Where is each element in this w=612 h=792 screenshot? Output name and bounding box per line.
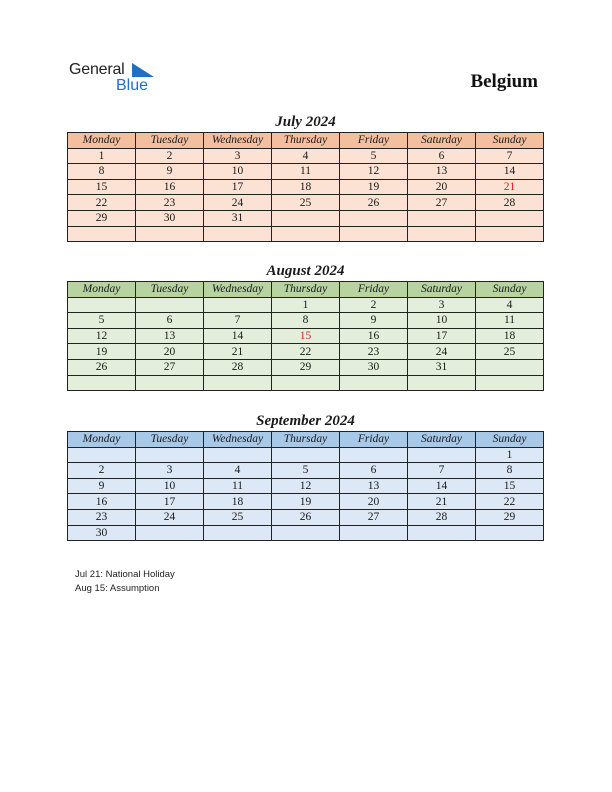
day-cell: 27	[136, 359, 204, 375]
day-cell	[204, 297, 272, 313]
calendar-september	[67, 412, 544, 541]
day-cell	[408, 226, 476, 242]
day-cell: 16	[340, 328, 408, 344]
day-cell: 2	[340, 297, 408, 313]
day-cell: 7	[408, 463, 476, 479]
week-row	[68, 525, 544, 541]
day-cell: 20	[340, 494, 408, 510]
day-cell: 23	[68, 509, 136, 525]
day-cell: 29	[272, 359, 340, 375]
calendar-july	[67, 113, 544, 242]
day-cell	[408, 525, 476, 541]
day-cell: 25	[476, 344, 544, 360]
day-cell: 11	[204, 478, 272, 494]
day-cell: 5	[68, 313, 136, 329]
day-cell: 10	[408, 313, 476, 329]
day-cell: 8	[68, 164, 136, 180]
day-cell: 16	[68, 494, 136, 510]
weekday-header: Friday	[340, 282, 408, 298]
day-cell: 20	[408, 179, 476, 195]
weekday-header: Thursday	[272, 282, 340, 298]
day-cell: 14	[408, 478, 476, 494]
day-cell: 13	[408, 164, 476, 180]
week-row	[68, 164, 544, 180]
week-row	[68, 195, 544, 211]
brand-triangle-icon	[132, 63, 154, 77]
day-cell	[68, 447, 136, 463]
day-cell	[136, 447, 204, 463]
day-cell: 6	[408, 148, 476, 164]
country-name: Belgium	[470, 71, 538, 92]
day-cell	[476, 210, 544, 226]
week-row	[68, 313, 544, 329]
week-row	[68, 478, 544, 494]
day-cell	[476, 226, 544, 242]
day-cell	[136, 375, 204, 391]
day-cell: 15	[476, 478, 544, 494]
day-cell: 17	[204, 179, 272, 195]
day-cell	[204, 226, 272, 242]
day-cell: 29	[68, 210, 136, 226]
day-cell	[272, 375, 340, 391]
day-cell	[68, 297, 136, 313]
day-cell: 30	[68, 525, 136, 541]
month-grid	[67, 132, 544, 242]
day-cell: 23	[136, 195, 204, 211]
day-cell: 4	[272, 148, 340, 164]
day-cell	[272, 226, 340, 242]
brand-logo	[69, 61, 159, 97]
day-cell: 25	[272, 195, 340, 211]
day-cell: 28	[204, 359, 272, 375]
week-row	[68, 210, 544, 226]
day-cell: 20	[136, 344, 204, 360]
day-cell: 10	[204, 164, 272, 180]
month-title: September 2024	[256, 413, 355, 429]
week-row	[68, 226, 544, 242]
day-cell: 19	[68, 344, 136, 360]
day-cell: 26	[68, 359, 136, 375]
weekday-header: Wednesday	[204, 432, 272, 448]
day-cell: 30	[340, 359, 408, 375]
day-cell: 12	[272, 478, 340, 494]
day-cell: 5	[272, 463, 340, 479]
week-row	[68, 179, 544, 195]
day-cell: 3	[136, 463, 204, 479]
weekday-header: Tuesday	[136, 282, 204, 298]
day-cell: 15	[272, 328, 340, 344]
day-cell: 3	[408, 297, 476, 313]
day-cell: 23	[340, 344, 408, 360]
day-cell	[408, 447, 476, 463]
day-cell	[408, 375, 476, 391]
weekday-header: Sunday	[476, 282, 544, 298]
day-cell: 5	[340, 148, 408, 164]
day-cell: 10	[136, 478, 204, 494]
day-cell	[272, 210, 340, 226]
day-cell	[476, 375, 544, 391]
day-cell: 19	[340, 179, 408, 195]
day-cell: 24	[408, 344, 476, 360]
weekday-header: Tuesday	[136, 133, 204, 149]
day-cell: 15	[68, 179, 136, 195]
week-row	[68, 344, 544, 360]
day-cell	[476, 525, 544, 541]
day-cell: 1	[68, 148, 136, 164]
day-cell	[136, 297, 204, 313]
day-cell: 2	[136, 148, 204, 164]
day-cell: 17	[136, 494, 204, 510]
day-cell: 11	[272, 164, 340, 180]
day-cell: 26	[340, 195, 408, 211]
weekday-header-row	[68, 432, 544, 448]
day-cell: 27	[408, 195, 476, 211]
holiday-note: Jul 21: National Holiday	[75, 569, 175, 580]
day-cell: 31	[408, 359, 476, 375]
month-grid	[67, 281, 544, 391]
weekday-header: Thursday	[272, 133, 340, 149]
weekday-header: Saturday	[408, 432, 476, 448]
weekday-header: Wednesday	[204, 282, 272, 298]
day-cell	[340, 375, 408, 391]
week-row	[68, 509, 544, 525]
day-cell	[476, 359, 544, 375]
day-cell: 9	[340, 313, 408, 329]
weekday-header: Sunday	[476, 133, 544, 149]
day-cell	[408, 210, 476, 226]
weekday-header-row	[68, 282, 544, 298]
weekday-header: Saturday	[408, 133, 476, 149]
week-row	[68, 375, 544, 391]
weekday-header: Sunday	[476, 432, 544, 448]
day-cell: 3	[204, 148, 272, 164]
day-cell: 11	[476, 313, 544, 329]
day-cell: 7	[476, 148, 544, 164]
day-cell: 12	[68, 328, 136, 344]
day-cell	[340, 525, 408, 541]
day-cell: 24	[204, 195, 272, 211]
day-cell: 17	[408, 328, 476, 344]
day-cell	[204, 525, 272, 541]
weekday-header: Wednesday	[204, 133, 272, 149]
day-cell: 28	[476, 195, 544, 211]
day-cell: 7	[204, 313, 272, 329]
day-cell	[68, 375, 136, 391]
day-cell: 6	[340, 463, 408, 479]
day-cell: 26	[272, 509, 340, 525]
day-cell: 27	[340, 509, 408, 525]
calendar-august	[67, 262, 544, 391]
day-cell	[204, 447, 272, 463]
day-cell: 1	[476, 447, 544, 463]
week-row	[68, 463, 544, 479]
weekday-header: Tuesday	[136, 432, 204, 448]
week-row	[68, 494, 544, 510]
day-cell: 19	[272, 494, 340, 510]
weekday-header: Monday	[68, 282, 136, 298]
day-cell: 18	[476, 328, 544, 344]
day-cell: 14	[204, 328, 272, 344]
day-cell: 8	[272, 313, 340, 329]
day-cell	[340, 447, 408, 463]
weekday-header: Friday	[340, 432, 408, 448]
brand-name-blue: Blue	[116, 77, 149, 94]
day-cell	[136, 226, 204, 242]
day-cell: 22	[272, 344, 340, 360]
day-cell: 25	[204, 509, 272, 525]
day-cell: 4	[204, 463, 272, 479]
day-cell: 29	[476, 509, 544, 525]
day-cell	[340, 226, 408, 242]
day-cell: 13	[340, 478, 408, 494]
weekday-header: Monday	[68, 432, 136, 448]
day-cell	[204, 375, 272, 391]
weekday-header-row	[68, 133, 544, 149]
day-cell: 2	[68, 463, 136, 479]
weekday-header: Saturday	[408, 282, 476, 298]
day-cell: 9	[68, 478, 136, 494]
week-row	[68, 148, 544, 164]
holiday-note: Aug 15: Assumption	[75, 582, 160, 594]
day-cell: 21	[204, 344, 272, 360]
day-cell	[340, 210, 408, 226]
day-cell: 18	[272, 179, 340, 195]
day-cell: 18	[204, 494, 272, 510]
day-cell: 28	[408, 509, 476, 525]
day-cell: 6	[136, 313, 204, 329]
brand-name-general: General	[69, 61, 125, 78]
week-row	[68, 328, 544, 344]
month-title: August 2024	[266, 263, 345, 279]
day-cell: 9	[136, 164, 204, 180]
day-cell: 24	[136, 509, 204, 525]
day-cell: 22	[476, 494, 544, 510]
day-cell: 30	[136, 210, 204, 226]
day-cell: 1	[272, 297, 340, 313]
day-cell: 22	[68, 195, 136, 211]
day-cell	[272, 525, 340, 541]
week-row	[68, 297, 544, 313]
day-cell: 13	[136, 328, 204, 344]
day-cell	[272, 447, 340, 463]
weekday-header: Thursday	[272, 432, 340, 448]
day-cell: 14	[476, 164, 544, 180]
day-cell: 21	[476, 179, 544, 195]
week-row	[68, 447, 544, 463]
month-grid	[67, 431, 544, 541]
day-cell: 31	[204, 210, 272, 226]
day-cell	[68, 226, 136, 242]
weekday-header: Monday	[68, 133, 136, 149]
day-cell: 16	[136, 179, 204, 195]
day-cell	[136, 525, 204, 541]
month-title: July 2024	[275, 114, 336, 130]
week-row	[68, 359, 544, 375]
holiday-notes	[75, 568, 175, 595]
day-cell: 21	[408, 494, 476, 510]
day-cell: 12	[340, 164, 408, 180]
day-cell: 4	[476, 297, 544, 313]
weekday-header: Friday	[340, 133, 408, 149]
day-cell: 8	[476, 463, 544, 479]
